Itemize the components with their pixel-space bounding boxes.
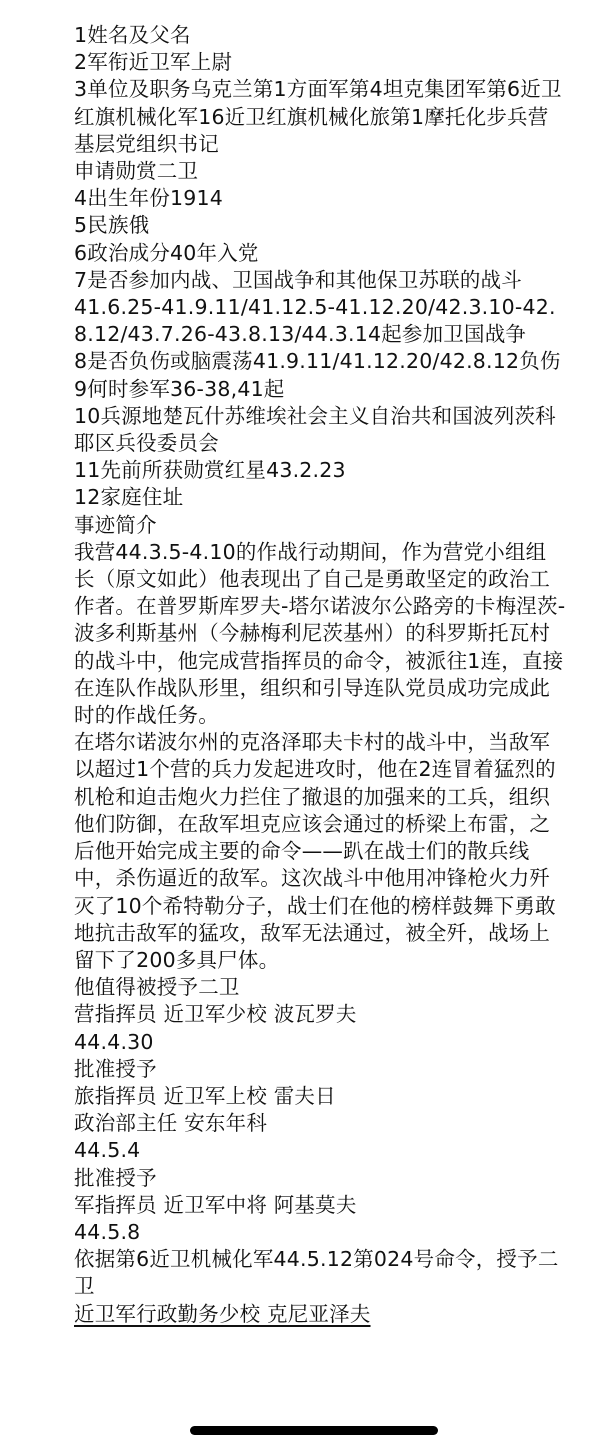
date-battalion: 44.4.30 [74,1029,154,1054]
date-brigade: 44.5.4 [74,1138,141,1163]
signature-brigade-commander: 旅指挥员 近卫军上校 雷夫日 [74,1083,336,1108]
field-birth-year: 4出生年份1914 [74,186,224,211]
date-corps: 44.5.8 [74,1219,141,1244]
recommendation-line: 他值得被授予二卫 [74,975,240,1000]
field-previous-awards: 11先前所获勋赏红星43.2.23 [74,458,346,483]
approval-corps: 批准授予 [74,1165,157,1190]
field-draft-office: 10兵源地楚瓦什苏维埃社会主义自治共和国波列茨科耶区兵役委员会 [74,403,556,456]
signature-political-chief: 政治部主任 安东年科 [74,1111,268,1136]
summary-paragraph-2: 在塔尔诺波尔州的克洛泽耶夫卡村的战斗中，当敌军以超过1个营的兵力发起进攻时，他在2连冒着猛烈的机枪和迫击炮火力拦住了撤退的加强来的工兵，组织他们防御，在敌军坦克应该会通过的桥梁上布雷，之后他开始完成主要的命令——趴在战士们的散兵线中，杀伤逼近的敌军。这次战斗中他用冲锋枪火力歼灭了10个希特勒分子，战士们在他的榜样鼓舞下勇敢地抗击敌军的猛攻，敌军无法通过，被全歼，战场上留下了200多具尸体。 [74,730,556,972]
field-award-requested: 申请勋赏二卫 [74,159,199,184]
approval-brigade: 批准授予 [74,1056,157,1081]
summary-paragraph-1: 我营44.3.5-4.10的作战行动期间，作为营党小组组长（原文如此）他表现出了自己是勇敢坚定的政治工作者。在普罗斯库罗夫-塔尔诺波尔公路旁的卡梅涅茨-波多利斯基州（今赫梅利尼茨基州）的科罗斯托瓦村的战斗中，他完成营指挥员的命令，被派往1连，直接在连队作战队形里，组织和引导连队党员成功完成此时的作战任务。 [74,539,566,728]
signature-admin-officer: 近卫军行政勤务少校 克尼亚泽夫 [74,1301,371,1326]
document-body [74,22,566,1328]
order-reference: 依据第6近卫机械化军44.5.12第024号命令，授予二卫 [74,1247,559,1299]
field-nationality: 5民族俄 [74,213,150,238]
field-rank: 2军衔近卫军上尉 [74,50,233,75]
field-wounds: 8是否负伤或脑震荡41.9.11/41.12.20/42.8.12负伤 [74,349,561,374]
field-home-address: 12家庭住址 [74,485,184,510]
field-party: 6政治成分40年入党 [74,240,259,265]
section-heading-summary: 事迹简介 [74,512,157,537]
signature-battalion-commander: 营指挥员 近卫军少校 波瓦罗夫 [74,1002,357,1027]
field-war-dates: 41.6.25-41.9.11/41.12.5-41.12.20/42.3.10-42.8.12/43.7.26-43.8.13/44.3.14起参加卫国战争 [74,295,556,347]
field-enlistment: 9何时参军36-38,41起 [74,376,285,401]
signature-corps-commander: 军指挥员 近卫军中将 阿基莫夫 [74,1192,357,1217]
field-name: 1姓名及父名 [74,23,191,47]
field-war-participation: 7是否参加内战、卫国战争和其他保卫苏联的战斗 [74,267,522,292]
home-indicator[interactable] [190,1426,438,1435]
field-unit-position: 3单位及职务乌克兰第1方面军第4坦克集团军第6近卫红旗机械化军16近卫红旗机械化旅第1摩托化步兵营基层党组织书记 [74,77,562,156]
